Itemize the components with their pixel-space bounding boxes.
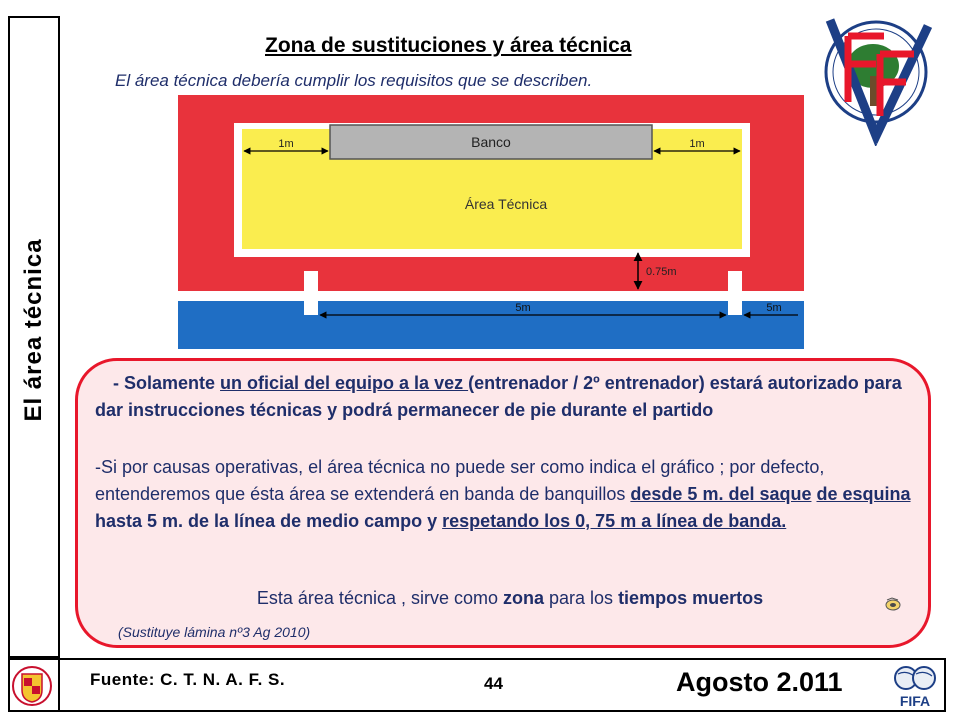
side-title: El área técnica [20,238,47,422]
diagram-right-margin: 1m [689,138,705,150]
rfef-logo [10,664,54,708]
time-out-note [30,588,960,609]
rule-extension-touchline: respetando los 0, 75 m a línea de banda. [442,511,787,531]
time-out-text-1: Esta área técnica , sirve como [256,588,503,608]
rule-official-rest: (entrenador / 2º entrenador) estará autorizado para dar instrucciones técnicas y podrá permanecer de pie durante el partido [95,373,902,420]
time-out-text-2: para los [544,588,619,608]
fvf-logo [818,6,938,146]
rfef-logo-text: RFEF [32,707,35,708]
page-number: 44 [484,674,503,693]
footer-source: Fuente: C. T. N. A. F. S. [90,670,286,689]
substitute-note: (Sustituye lámina nº3 Ag 2010) [118,624,311,640]
time-out-bold: tiempos muertos [618,588,764,608]
rule-extension [95,454,915,535]
diagram-left-margin: 1m [278,138,294,150]
rule-official-prefix: - Solamente [113,373,221,393]
rule-extension-midfield: hasta 5 m. de la línea de medio campo y [95,511,443,531]
rule-extension-text: -Si por causas operativas, el área técnica no puede ser como indica el gráfico ; por defecto, entenderemos que ésta área se extenderá en banda de banquillos [95,457,825,504]
diagram-blue-zone [178,301,804,349]
diagram-white-mark-left [304,271,318,315]
rule-official [95,370,915,424]
technical-area-diagram [178,95,804,349]
rule-extension-corner: desde 5 m. del saque [630,484,812,504]
fifa-logo-text: FIFA [899,693,931,709]
speaker-note-icon[interactable] [884,596,902,612]
footer-divider [58,658,60,712]
diagram-white-line [178,291,804,301]
time-out-zone: zona [503,588,545,608]
fvf-logo-text: FVF [876,144,878,145]
diagram-area-label: Área Técnica [464,196,548,212]
footer-date: Agosto 2.011 [676,667,843,697]
fifa-logo [890,664,940,710]
diagram-length-right: 5m [766,302,782,314]
diagram-bench-label: Banco [471,134,511,150]
diagram-length-main: 5m [515,302,531,314]
diagram-line-distance: 0.75m [646,266,677,278]
page-title: Zona de sustituciones y área técnica [265,34,632,57]
diagram-white-mark-right [728,271,742,315]
rule-extension-corner-2: de esquina [816,484,911,504]
rule-official-highlight: un oficial del equipo a la vez [220,373,469,393]
page-subtitle: El área técnica debería cumplir los requisitos que se describen. [115,71,593,90]
